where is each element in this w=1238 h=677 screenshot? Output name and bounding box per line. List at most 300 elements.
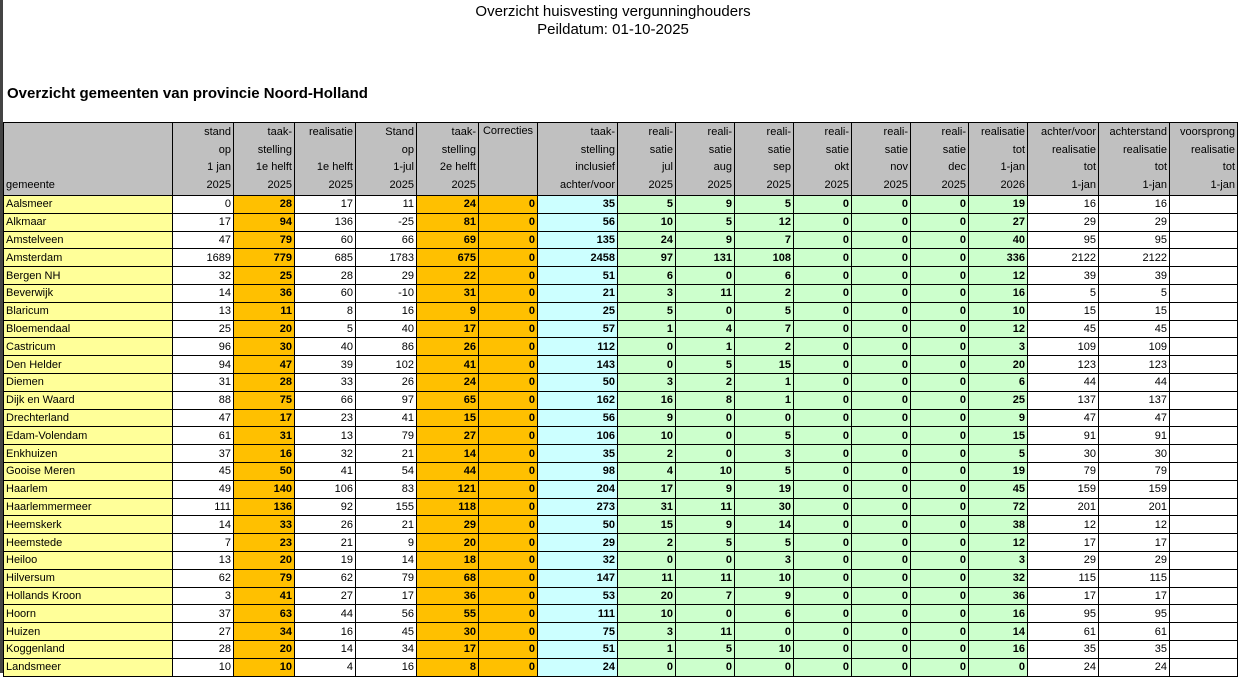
value-cell: 0 [794,213,852,231]
value-cell: 56 [356,605,417,623]
value-cell: 47 [1028,409,1099,427]
value-cell: 16 [356,302,417,320]
table-row [4,213,1238,231]
table-row [4,498,1238,516]
value-cell: 40 [295,338,356,356]
value-cell: 0 [794,409,852,427]
value-cell: 0 [479,409,538,427]
value-cell: 13 [295,427,356,445]
value-cell: 91 [1028,427,1099,445]
value-cell: 12 [969,534,1028,552]
value-cell: 63 [234,605,295,623]
value-cell: 0 [794,373,852,391]
table-row [4,391,1238,409]
value-cell: 0 [479,427,538,445]
gemeente-cell: Amsterdam [4,249,173,267]
value-cell: 15 [735,356,794,374]
gemeente-cell: Diemen [4,373,173,391]
column-header: reali- satie aug 2025 [676,123,735,196]
value-cell [1170,480,1238,498]
value-cell: 47 [173,231,234,249]
value-cell: 0 [852,338,911,356]
value-cell: 0 [911,356,969,374]
value-cell: 0 [911,462,969,480]
value-cell: 91 [1099,427,1170,445]
value-cell: 20 [234,640,295,658]
value-cell: 0 [852,231,911,249]
value-cell: 97 [618,249,676,267]
value-cell: 3 [969,551,1028,569]
gemeente-cell: Den Helder [4,356,173,374]
value-cell: 9 [618,409,676,427]
table-row [4,551,1238,569]
value-cell: 0 [735,623,794,641]
value-cell: 27 [173,623,234,641]
value-cell: 0 [794,587,852,605]
column-header: stand op 1 jan 2025 [173,123,234,196]
value-cell: 24 [1028,658,1099,676]
value-cell: 33 [234,516,295,534]
value-cell: 0 [735,658,794,676]
value-cell: 23 [234,534,295,552]
column-header: gemeente [4,123,173,196]
column-header: taak- stelling 1e helft 2025 [234,123,295,196]
value-cell: 41 [234,587,295,605]
value-cell: 10 [618,605,676,623]
table-row [4,427,1238,445]
value-cell: 112 [538,338,618,356]
value-cell: 0 [911,658,969,676]
value-cell: 0 [794,569,852,587]
value-cell: 17 [295,196,356,214]
value-cell [1170,427,1238,445]
value-cell: 24 [618,231,676,249]
table-row [4,658,1238,676]
value-cell: 10 [735,569,794,587]
value-cell: 3 [735,551,794,569]
value-cell [1170,196,1238,214]
value-cell: 16 [234,445,295,463]
column-header: achter/voor realisatie tot 1-jan [1028,123,1099,196]
value-cell: 0 [911,480,969,498]
value-cell: 0 [479,320,538,338]
value-cell: 0 [794,462,852,480]
value-cell: 0 [676,427,735,445]
value-cell [1170,623,1238,641]
table-row [4,445,1238,463]
value-cell: 10 [676,462,735,480]
value-cell: 0 [911,249,969,267]
value-cell: 12 [1028,516,1099,534]
value-cell: 1 [735,391,794,409]
value-cell: 0 [794,231,852,249]
value-cell: 0 [479,445,538,463]
value-cell: 54 [356,462,417,480]
value-cell [1170,356,1238,374]
gemeente-cell: Landsmeer [4,658,173,676]
value-cell: 102 [356,356,417,374]
value-cell: 136 [295,213,356,231]
value-cell: 44 [295,605,356,623]
value-cell: 27 [295,587,356,605]
table-row [4,373,1238,391]
gemeente-cell: Hollands Kroon [4,587,173,605]
value-cell: 75 [234,391,295,409]
value-cell: 0 [852,480,911,498]
gemeente-cell: Aalsmeer [4,196,173,214]
value-cell: 0 [794,356,852,374]
value-cell: 201 [1028,498,1099,516]
value-cell: 111 [173,498,234,516]
value-cell: 35 [1028,640,1099,658]
value-cell: 12 [969,267,1028,285]
value-cell: 6 [735,605,794,623]
value-cell: 47 [234,356,295,374]
value-cell: 27 [417,427,479,445]
value-cell: 0 [794,480,852,498]
value-cell: 6 [618,267,676,285]
gemeente-cell: Koggenland [4,640,173,658]
value-cell: 60 [295,284,356,302]
table-row [4,462,1238,480]
value-cell: 2 [618,534,676,552]
value-cell [1170,338,1238,356]
value-cell: 2 [618,445,676,463]
value-cell: 45 [1028,320,1099,338]
value-cell: 12 [969,320,1028,338]
value-cell: 29 [538,534,618,552]
value-cell: 106 [295,480,356,498]
value-cell: 21 [356,445,417,463]
value-cell: 25 [538,302,618,320]
column-header: Correcties [479,123,538,196]
value-cell: 79 [234,231,295,249]
gemeente-cell: Heemskerk [4,516,173,534]
value-cell: 1783 [356,249,417,267]
table-row [4,587,1238,605]
value-cell: 2122 [1099,249,1170,267]
value-cell: 5 [1028,284,1099,302]
value-cell: 5 [735,462,794,480]
value-cell: 0 [479,462,538,480]
gemeente-cell: Beverwijk [4,284,173,302]
value-cell [1170,249,1238,267]
value-cell: 204 [538,480,618,498]
value-cell: 2 [735,284,794,302]
value-cell: 8 [676,391,735,409]
value-cell: 11 [356,196,417,214]
value-cell: 5 [735,302,794,320]
value-cell: 61 [1099,623,1170,641]
value-cell: 26 [356,373,417,391]
value-cell: 0 [794,302,852,320]
value-cell: 66 [356,231,417,249]
value-cell: 5 [295,320,356,338]
value-cell: 19 [969,462,1028,480]
value-cell: 5 [676,213,735,231]
value-cell: 0 [479,302,538,320]
value-cell: 13 [173,302,234,320]
gemeente-cell: Bergen NH [4,267,173,285]
value-cell: 143 [538,356,618,374]
value-cell: 38 [969,516,1028,534]
value-cell: 0 [173,196,234,214]
value-cell: 137 [1099,391,1170,409]
value-cell: 0 [479,249,538,267]
value-cell: 45 [1099,320,1170,338]
value-cell: 0 [479,498,538,516]
value-cell: 0 [618,551,676,569]
value-cell: 37 [173,445,234,463]
value-cell: 5 [735,534,794,552]
value-cell: 11 [234,302,295,320]
value-cell: 106 [538,427,618,445]
value-cell: 19 [295,551,356,569]
value-cell [1170,213,1238,231]
value-cell: 201 [1099,498,1170,516]
value-cell: 111 [538,605,618,623]
value-cell: 69 [417,231,479,249]
report-header [4,3,1222,39]
value-cell: 1 [618,320,676,338]
value-cell: 0 [852,569,911,587]
value-cell: 10 [618,427,676,445]
table-row [4,480,1238,498]
value-cell: 57 [538,320,618,338]
table-row [4,249,1238,267]
value-cell: 39 [295,356,356,374]
value-cell: 0 [852,623,911,641]
value-cell: 79 [234,569,295,587]
value-cell: 0 [852,658,911,676]
value-cell: 0 [911,196,969,214]
value-cell: 0 [479,605,538,623]
value-cell: 26 [295,516,356,534]
table-row [4,623,1238,641]
value-cell: 28 [173,640,234,658]
value-cell: 26 [417,338,479,356]
value-cell: 8 [417,658,479,676]
value-cell: 7 [676,587,735,605]
value-cell: 15 [1099,302,1170,320]
value-cell: 95 [1028,231,1099,249]
value-cell: 35 [538,445,618,463]
value-cell: 0 [852,427,911,445]
value-cell: 14 [417,445,479,463]
gemeente-cell: Haarlemmermeer [4,498,173,516]
value-cell: 24 [1099,658,1170,676]
value-cell: 3 [969,338,1028,356]
value-cell: 17 [173,213,234,231]
value-cell: 17 [1028,587,1099,605]
value-cell: 5 [618,196,676,214]
value-cell: 50 [538,373,618,391]
value-cell: 66 [295,391,356,409]
value-cell: 25 [234,267,295,285]
value-cell: 92 [295,498,356,516]
value-cell: 9 [676,196,735,214]
value-cell [1170,498,1238,516]
gemeente-cell: Enkhuizen [4,445,173,463]
value-cell: 17 [618,480,676,498]
value-cell: 0 [479,373,538,391]
value-cell: 147 [538,569,618,587]
value-cell: 5 [676,534,735,552]
value-cell: 72 [969,498,1028,516]
value-cell: 37 [173,605,234,623]
value-cell: 11 [676,569,735,587]
value-cell: 97 [356,391,417,409]
value-cell: 30 [735,498,794,516]
value-cell: 0 [911,640,969,658]
value-cell: 0 [911,302,969,320]
value-cell [1170,462,1238,480]
value-cell: 0 [479,516,538,534]
gemeente-cell: Drechterland [4,409,173,427]
column-header: reali- satie okt 2025 [794,123,852,196]
value-cell: 23 [295,409,356,427]
value-cell: 3 [618,373,676,391]
value-cell: 40 [969,231,1028,249]
value-cell [1170,534,1238,552]
value-cell: 118 [417,498,479,516]
value-cell: 159 [1028,480,1099,498]
value-cell: 4 [618,462,676,480]
value-cell: 2458 [538,249,618,267]
value-cell: 0 [852,534,911,552]
value-cell: 0 [676,409,735,427]
value-cell: 95 [1099,605,1170,623]
value-cell: 0 [479,284,538,302]
value-cell: 0 [794,498,852,516]
value-cell: 79 [1028,462,1099,480]
value-cell: 0 [911,516,969,534]
value-cell: 5 [618,302,676,320]
value-cell: 0 [852,284,911,302]
value-cell: 83 [356,480,417,498]
value-cell: 0 [479,534,538,552]
column-header: Stand op 1-jul 2025 [356,123,417,196]
gemeente-cell: Amstelveen [4,231,173,249]
value-cell: 0 [479,356,538,374]
value-cell: 16 [1028,196,1099,214]
value-cell: 79 [1099,462,1170,480]
value-cell: 9 [735,587,794,605]
value-cell: 0 [676,445,735,463]
value-cell: 6 [735,267,794,285]
value-cell: 10 [969,302,1028,320]
value-cell: 32 [538,551,618,569]
value-cell [1170,587,1238,605]
value-cell: 1 [618,640,676,658]
value-cell: 50 [234,462,295,480]
value-cell: -10 [356,284,417,302]
value-cell: 0 [676,658,735,676]
value-cell: 30 [234,338,295,356]
value-cell: 0 [794,284,852,302]
value-cell [1170,409,1238,427]
value-cell: 31 [417,284,479,302]
gemeente-cell: Hoorn [4,605,173,623]
value-cell: 0 [479,213,538,231]
value-cell: 44 [1028,373,1099,391]
value-cell: 15 [1028,302,1099,320]
value-cell: 34 [356,640,417,658]
value-cell: 30 [1099,445,1170,463]
value-cell: 9 [969,409,1028,427]
value-cell [1170,267,1238,285]
gemeente-cell: Castricum [4,338,173,356]
value-cell: 779 [234,249,295,267]
column-header: reali- satie sep 2025 [735,123,794,196]
table-row [4,605,1238,623]
value-cell [1170,605,1238,623]
value-cell: 19 [735,480,794,498]
value-cell [1170,373,1238,391]
value-cell: 24 [538,658,618,676]
value-cell: 15 [969,427,1028,445]
table-row [4,516,1238,534]
value-cell: 11 [618,569,676,587]
value-cell: 0 [911,551,969,569]
column-header: realisatie 1e helft 2025 [295,123,356,196]
report-peildatum: Peildatum: 01-10-2025 [537,21,689,38]
table-header-row [4,123,1238,196]
value-cell: 0 [852,516,911,534]
value-cell: 12 [735,213,794,231]
value-cell: 29 [356,267,417,285]
gemeente-cell: Blaricum [4,302,173,320]
value-cell: 16 [618,391,676,409]
value-cell: 79 [356,569,417,587]
value-cell: 32 [295,445,356,463]
value-cell: 12 [1099,516,1170,534]
value-cell: 0 [794,338,852,356]
column-header: reali- satie nov 2025 [852,123,911,196]
value-cell: 0 [852,445,911,463]
value-cell: 30 [1028,445,1099,463]
value-cell: 20 [234,320,295,338]
value-cell: 7 [173,534,234,552]
value-cell: 0 [479,267,538,285]
value-cell: 121 [417,480,479,498]
value-cell: 19 [969,196,1028,214]
value-cell [1170,391,1238,409]
value-cell: 22 [417,267,479,285]
value-cell: 39 [1099,267,1170,285]
value-cell: 0 [676,605,735,623]
column-header: voorsprong realisatie tot 1-jan [1170,123,1238,196]
value-cell: 0 [794,427,852,445]
table-row [4,302,1238,320]
value-cell: 20 [234,551,295,569]
value-cell: 35 [1099,640,1170,658]
value-cell: 159 [1099,480,1170,498]
value-cell: 0 [794,267,852,285]
table-row [4,640,1238,658]
value-cell: 62 [173,569,234,587]
value-cell: 94 [234,213,295,231]
value-cell: 0 [794,551,852,569]
table-row [4,409,1238,427]
value-cell: 5 [676,356,735,374]
value-cell: 47 [173,409,234,427]
gemeente-cell: Huizen [4,623,173,641]
value-cell: 29 [1028,213,1099,231]
value-cell: 0 [852,605,911,623]
value-cell: 0 [911,605,969,623]
value-cell: 56 [538,409,618,427]
